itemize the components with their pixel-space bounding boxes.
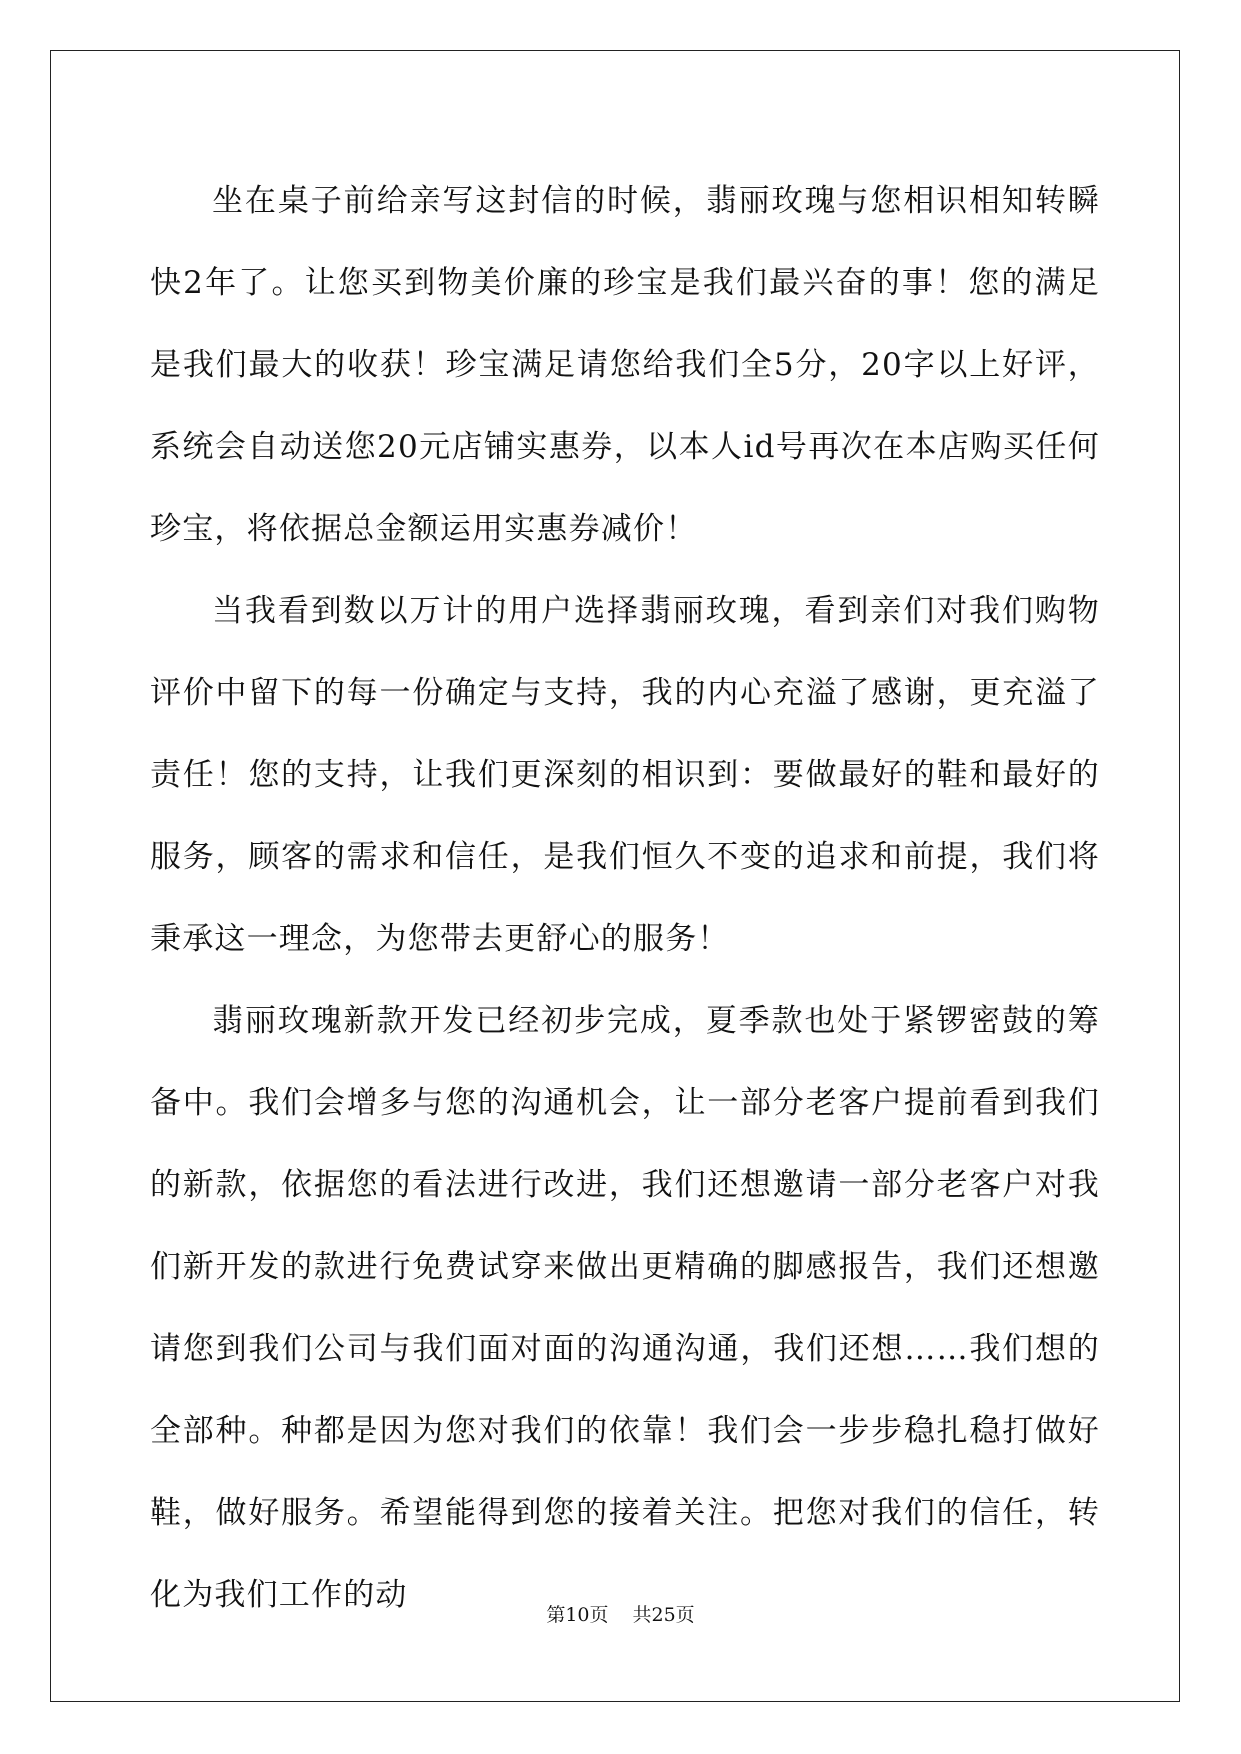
paragraph-3: 翡丽玫瑰新款开发已经初步完成，夏季款也处于紧锣密鼓的筹备中。我们会增多与您的沟通机会，让一部分老客户提前看到我们的新款，依据您的看法进行改进，我们还想邀请一部分老客户对我们新开发的款进行免费试穿来做出更精确的脚感报告，我们还想邀请您到我们公司与我们面对面的沟通沟通，我们还想……我们想的全部种。种都是因为您对我们的依靠！我们会一步步稳扎稳打做好鞋，做好服务。希望能得到您的接着关注。把您对我们的信任，转化为我们工作的动 <box>150 1003 1100 1613</box>
page-number: 第10页 <box>546 1604 609 1626</box>
document-body <box>150 160 1100 1636</box>
page-footer <box>0 1600 1241 1627</box>
paragraph-1: 坐在桌子前给亲写这封信的时候，翡丽玫瑰与您相识相知转瞬快2年了。让您买到物美价廉的珍宝是我们最兴奋的事！您的满足是我们最大的收获！珍宝满足请您给我们全5分，20字以上好评，系统会自动送您20元店铺实惠券，以本人id号再次在本店购买任何珍宝，将依据总金额运用实惠券减价！ <box>150 183 1100 547</box>
paragraph-2: 当我看到数以万计的用户选择翡丽玫瑰，看到亲们对我们购物评价中留下的每一份确定与支持，我的内心充溢了感谢，更充溢了责任！您的支持，让我们更深刻的相识到：要做最好的鞋和最好的服务，顾客的需求和信任，是我们恒久不变的追求和前提，我们将秉承这一理念，为您带去更舒心的服务！ <box>150 593 1100 957</box>
page-total: 共25页 <box>632 1604 695 1626</box>
